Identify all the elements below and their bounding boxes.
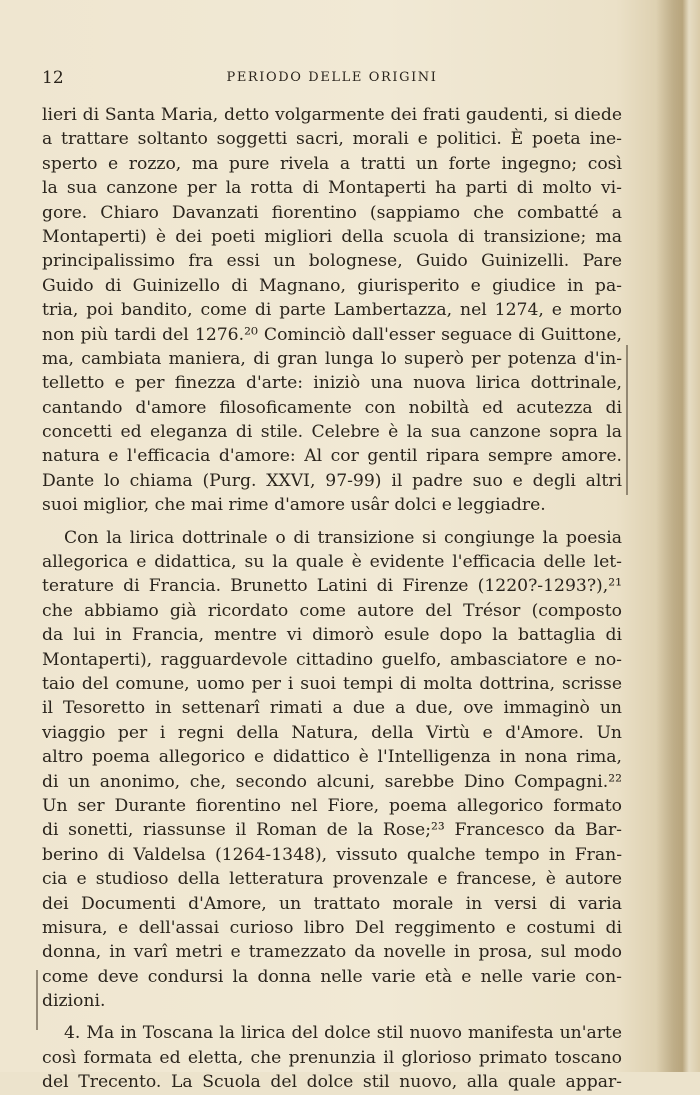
running-head: PERIODO DELLE ORIGINI bbox=[226, 70, 438, 85]
text-line: concetti ed eleganza di stile. Celebre è la sua canzone sopra la bbox=[42, 422, 622, 443]
text-line: tria, poi bandito, come di parte Lambertazza, nel 1274, e morto bbox=[42, 300, 622, 321]
page-number: 12 bbox=[42, 68, 64, 88]
paragraph-gap bbox=[42, 518, 622, 526]
text-line: il Tesoretto in settenarî rimati a due a due, ove immaginò un bbox=[42, 698, 622, 719]
text-line: Montaperti), ragguardevole cittadino guelfo, ambasciatore e no- bbox=[42, 649, 622, 670]
paragraph-3 bbox=[42, 1021, 622, 1094]
page-edge bbox=[656, 0, 700, 1072]
text-line: altro poema allegorico e didattico è l'Intelligenza in nona rima, bbox=[42, 747, 622, 768]
text-line: Con la lirica dottrinale o di transizione si congiunge la poesia bbox=[64, 527, 622, 548]
text-line: viaggio per i regni della Natura, della Virtù e d'Amore. Un bbox=[42, 722, 622, 743]
text-line: lieri di Santa Maria, detto volgarmente dei frati gaudenti, si diede bbox=[42, 105, 622, 125]
text-line: natura e l'efficacia d'amore: Al cor gentil ripara sempre amore. bbox=[42, 446, 622, 467]
text-line: cantando d'amore filosoficamente con nobiltà ed acutezza di bbox=[42, 397, 622, 418]
margin-pencil-mark bbox=[626, 345, 628, 495]
body-text bbox=[42, 103, 622, 1095]
text-line: di un anonimo, che, secondo alcuni, sarebbe Dino Compagni.²² bbox=[42, 771, 622, 792]
text-line: misura, e dell'assai curioso libro Del reggimento e costumi di bbox=[42, 917, 622, 938]
text-line: così formata ed eletta, che prenunzia il glorioso primato toscano bbox=[42, 1047, 622, 1068]
text-line: Guido di Guinizello di Magnano, giurisperito e giudice in pa- bbox=[42, 275, 622, 296]
text-line: non più tardi del 1276.²⁰ Cominciò dall'esser seguace di Guittone, bbox=[42, 324, 622, 345]
text-line: di sonetti, riassunse il Roman de la Rose;²³ Francesco da Bar- bbox=[42, 820, 622, 841]
text-line: come deve condursi la donna nelle varie età e nelle varie con- bbox=[42, 966, 622, 987]
text-line: ma, cambiata maniera, di gran lunga lo superò per potenza d'in- bbox=[42, 348, 622, 369]
paragraph-2 bbox=[42, 526, 622, 1014]
text-line: dizioni. bbox=[42, 991, 106, 1012]
text-line: dei Documenti d'Amore, un trattato morale in versi di varia bbox=[42, 893, 622, 914]
text-line: taio del comune, uomo per i suoi tempi di molta dottrina, scrisse bbox=[42, 673, 622, 694]
text-line: sperto e rozzo, ma pure rivela a tratti un forte ingegno; così bbox=[42, 153, 622, 174]
text-line: terature di Francia. Brunetto Latini di Firenze (1220?-1293?),²¹ bbox=[42, 576, 622, 597]
text-line: berino di Valdelsa (1264-1348), vissuto qualche tempo in Fran- bbox=[42, 844, 622, 865]
text-line: Montaperti) è dei poeti migliori della scuola di transizione; ma bbox=[42, 226, 622, 247]
page-header bbox=[42, 68, 622, 94]
text-line: principalissimo fra essi un bolognese, Guido Guinizelli. Pare bbox=[42, 251, 622, 272]
paragraph-1 bbox=[42, 103, 622, 518]
text-line: allegorica e didattica, su la quale è evidente l'efficacia delle let- bbox=[42, 552, 622, 573]
text-line: telletto e per finezza d'arte: iniziò una nuova lirica dottrinale, bbox=[42, 373, 622, 394]
text-line: che abbiamo già ricordato come autore del Trésor (composto bbox=[42, 600, 622, 621]
text-line: donna, in varî metri e tramezzato da novelle in prosa, sul modo bbox=[42, 942, 622, 963]
margin-pencil-mark bbox=[36, 970, 38, 1030]
text-line: a trattare soltanto soggetti sacri, morali e politici. È poeta ine- bbox=[42, 129, 622, 150]
text-line: 4. Ma in Toscana la lirica del dolce stil nuovo manifesta un'arte bbox=[64, 1023, 622, 1044]
paragraph-gap bbox=[42, 1013, 622, 1021]
text-line: Un ser Durante fiorentino nel Fiore, poema allegorico formato bbox=[42, 795, 622, 816]
text-line: la sua canzone per la rotta di Montaperti ha parti di molto vi- bbox=[42, 178, 622, 199]
text-line: da lui in Francia, mentre vi dimorò esule dopo la battaglia di bbox=[42, 625, 622, 646]
text-line: Dante lo chiama (Purg. XXVI, 97-99) il padre suo e degli altri bbox=[42, 470, 622, 491]
text-line: cia e studioso della letteratura provenzale e francese, è autore bbox=[42, 869, 622, 890]
text-line: suoi miglior, che mai rime d'amore usâr dolci e leggiadre. bbox=[42, 495, 546, 516]
text-line: del Trecento. La Scuola del dolce stil nuovo, alla quale appar- bbox=[42, 1072, 622, 1093]
text-line: gore. Chiaro Davanzati fiorentino (sappiamo che combatté a bbox=[42, 202, 622, 223]
